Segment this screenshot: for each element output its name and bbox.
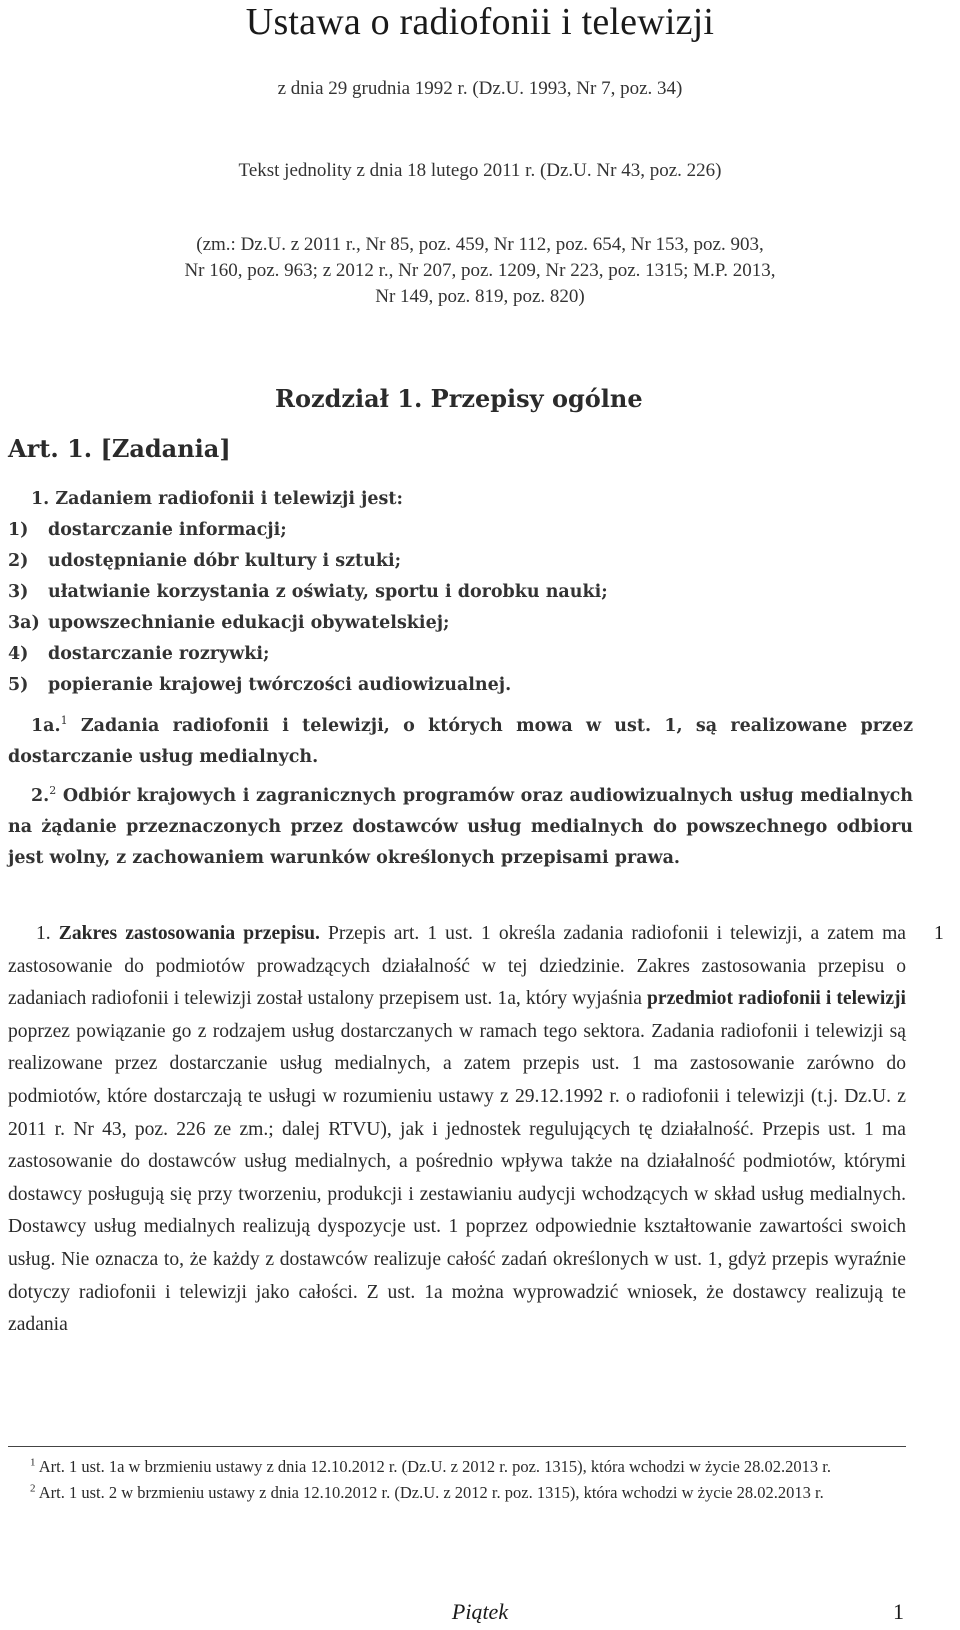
enactment-date-line: z dnia 29 grudnia 1992 r. (Dz.U. 1993, Nr 7, poz. 34) <box>277 78 683 99</box>
footnote-ref: 1 <box>60 714 68 728</box>
footnote <box>8 1455 906 1479</box>
list-item-text: udostępnianie dóbr kultury i sztuki; <box>48 551 402 571</box>
list-item-number: 3a) <box>8 613 40 633</box>
paragraph-1a <box>8 711 913 773</box>
paragraph-text: Zadania radiofonii i telewizji, o których mowa w ust. 1, są realizowane przez dostarczanie usług medialnych. <box>8 716 914 767</box>
footnote <box>8 1481 906 1505</box>
chapter-heading: Rozdział 1. Przepisy ogólne <box>275 384 643 413</box>
document-title: Ustawa o radiofonii i telewizji <box>245 1 715 43</box>
list-item-number: 1) <box>8 520 29 540</box>
footnote-text: Art. 1 ust. 1a w brzmieniu ustawy z dnia 12.10.2012 r. (Dz.U. z 2012 r. poz. 1315), która wchodzi w życie 28.02.2013 r. <box>38 1457 832 1476</box>
list-item-text: ułatwianie korzystania z oświaty, sportu i dorobku nauki; <box>48 582 608 602</box>
list-item-number: 5) <box>8 675 29 695</box>
article-text <box>8 484 913 874</box>
list-item-text: upowszechnianie edukacji obywatelskiej; <box>48 613 450 633</box>
list-item-text: popieranie krajowej twórczości audiowizualnej. <box>48 675 512 695</box>
commentary-body-b: poprzez powiązanie go z rodzajem usług dostarczanych w ramach tego sektora. Zadania radiofonii i telewizji są realizowane przez dostarczanie usług medialnych, a zatem przepis ust. 1 ma zastosowanie zarówno do podmiotów, które dostarczają te usługi w rozumieniu ustawy z 29.12.1992 r. o radiofonii i telewizji (t.j. Dz.U. z 2011 r. Nr 43, poz. 226 ze zm.; dalej RTVU), jak i jednostek regulujących tę działalność. Przepis ust. 1 ma zastosowanie do dostawców usług medialnych, a pośrednio wpływa także na działalność podmiotów, którymi dostawcy posługują się przy tworzeniu, produkcji i zestawianiu audycji wchodzących w skład usług medialnych. Dostawcy usług medialnych realizują dyspozycje ust. 1 poprzez odpowiednie kształtowanie zawartości swoich usług. Nie oznacza to, że każdy z dostawców realizuje całość zadań określonych w ust. 1, gdyż przepis wyraźnie dotyczy radiofonii i telewizji jako całości. Z ust. 1a można wyprowadzić wniosek, że dostawcy realizują te zadania <box>8 1020 906 1336</box>
list-item-text: dostarczanie informacji; <box>48 520 287 540</box>
consolidated-text-line: Tekst jednolity z dnia 18 lutego 2011 r. (Dz.U. Nr 43, poz. 226) <box>238 160 722 181</box>
paragraph-number: 1a. <box>31 716 61 736</box>
article-heading: Art. 1. [Zadania] <box>8 434 231 463</box>
running-footer-author: Piątek <box>451 1599 509 1624</box>
footnote-ref: 2 <box>49 784 57 798</box>
paragraph-text: Odbiór krajowych i zagranicznych programów oraz audiowizualnych usług medialnych na żądanie przeznaczonych przez dostawców usług medialnych do powszechnego odbioru jest wolny, z zachowaniem warunków określonych przepisami prawa. <box>8 786 913 868</box>
footnote-mark: 2 <box>30 1482 36 1495</box>
list-item <box>8 546 913 577</box>
footnote-mark: 1 <box>30 1456 36 1469</box>
commentary-lead: Zakres zastosowania przepisu. <box>58 923 320 944</box>
footnote-text: Art. 1 ust. 2 w brzmieniu ustawy z dnia 12.10.2012 r. (Dz.U. z 2012 r. poz. 1315), która wchodzi w życie 28.02.2013 r. <box>38 1483 824 1502</box>
list-item-number: 4) <box>8 644 29 664</box>
list-item <box>8 639 913 670</box>
commentary-body-a: Przepis art. 1 ust. 1 określa zadania radiofonii i telewizji, a zatem ma zastosowanie do podmiotów prowadzących działalność w tej dziedzinie. Zakres zastosowania przepisu o zadaniach radiofonii i telewizji został ustalony przepisem ust. 1a, który wyjaśnia <box>8 923 907 1010</box>
paragraph-2 <box>8 781 913 874</box>
list-item <box>8 515 913 546</box>
paragraph-1: 1. Zadaniem radiofonii i telewizji jest: <box>31 489 403 509</box>
footnotes <box>8 1455 906 1507</box>
list-item <box>8 670 913 701</box>
commentary-emphasis: przedmiot radiofonii i telewizji <box>647 988 906 1010</box>
list-item-number: 2) <box>8 551 29 571</box>
list-item-number: 3) <box>8 582 29 602</box>
page-number: 1 <box>893 1599 904 1624</box>
list-item-text: dostarczanie rozrywki; <box>48 644 270 664</box>
footnote-divider <box>8 1446 906 1447</box>
commentary-number: 1. <box>36 923 51 944</box>
margin-number: 1 <box>934 923 944 944</box>
amendments-line-3: Nr 149, poz. 819, poz. 820) <box>375 286 585 307</box>
list-item <box>8 608 913 639</box>
paragraph-number: 2. <box>31 786 50 806</box>
amendments-line-1: (zm.: Dz.U. z 2011 r., Nr 85, poz. 459, Nr 112, poz. 654, Nr 153, poz. 903, <box>196 234 764 255</box>
list-item <box>8 577 913 608</box>
amendments-line-2: Nr 160, poz. 963; z 2012 r., Nr 207, poz. 1209, Nr 223, poz. 1315; M.P. 2013, <box>184 260 776 281</box>
commentary-text <box>8 918 906 1342</box>
